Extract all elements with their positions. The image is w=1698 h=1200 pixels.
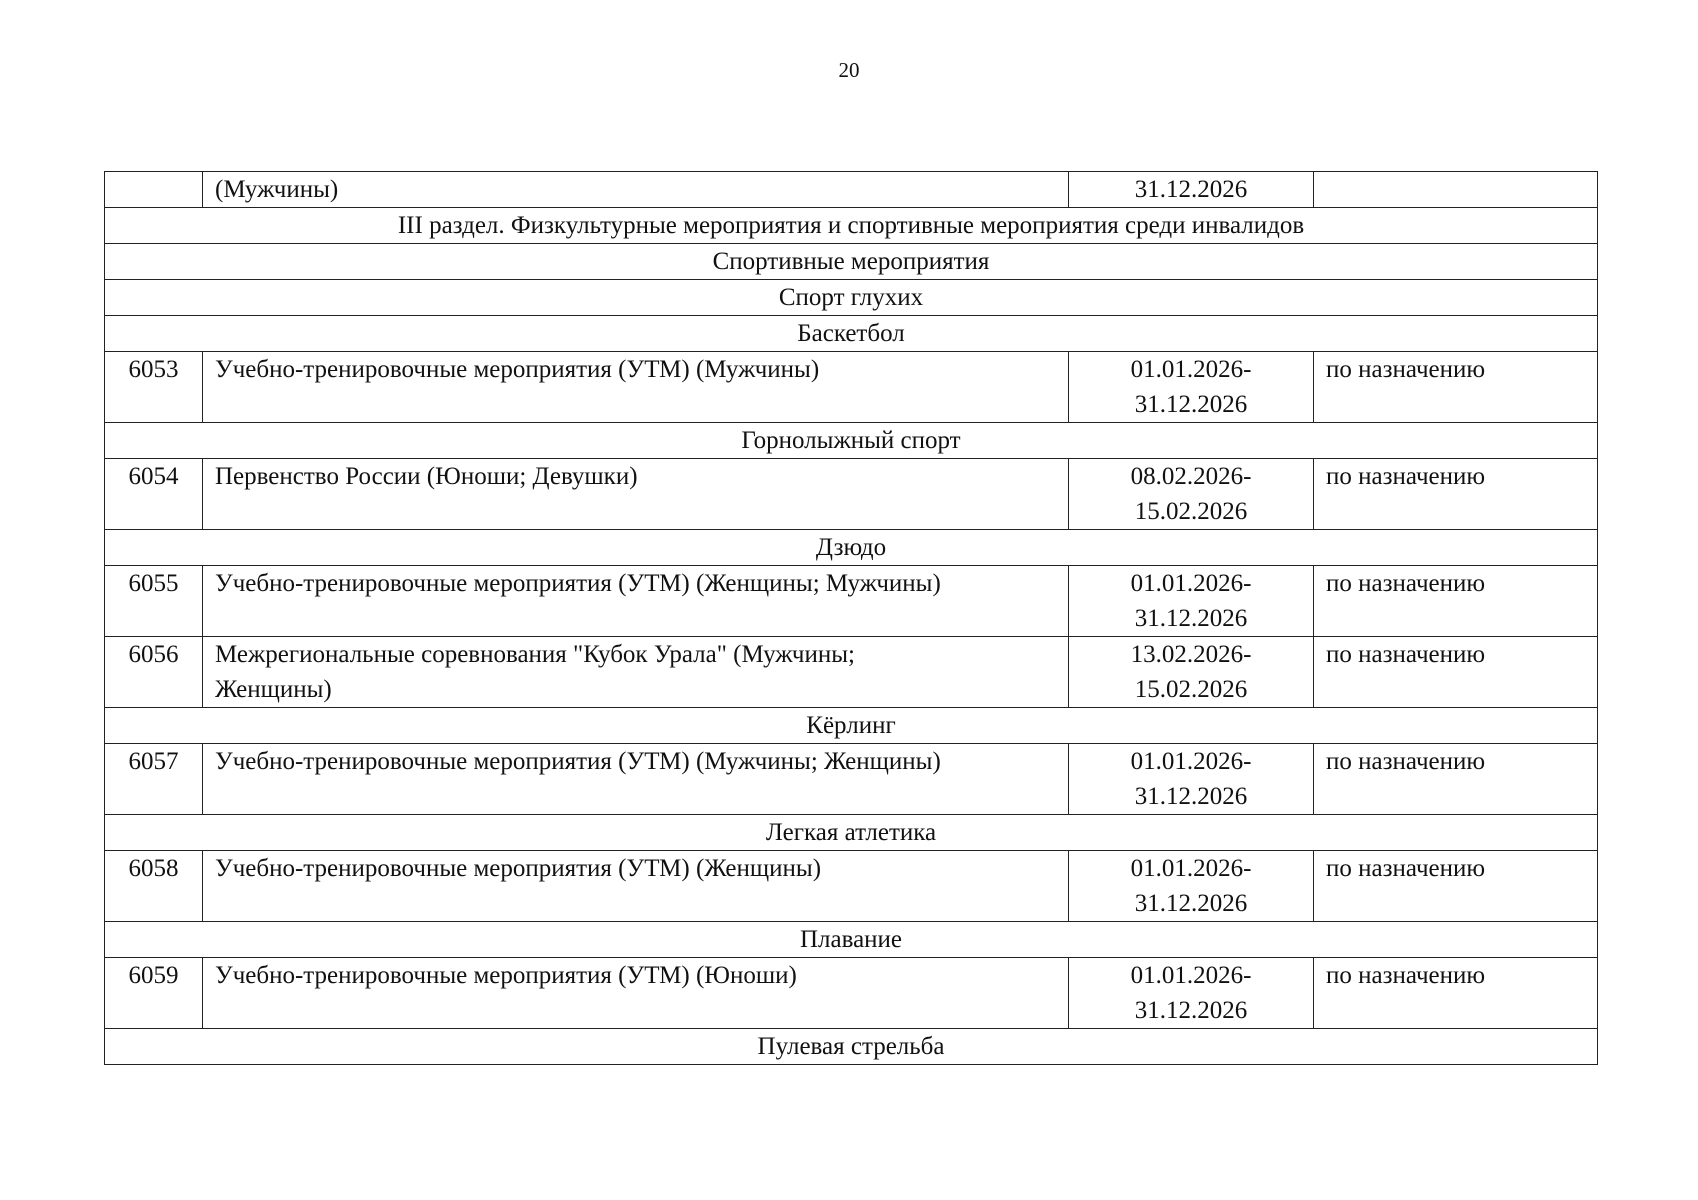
section-title: III раздел. Физкультурные мероприятия и спортивные мероприятия среди инвалидов [105,208,1598,244]
section-row [105,208,1598,244]
category-row [105,280,1598,316]
event-dates-cell [1069,566,1314,637]
event-name-line: Женщины) [215,676,332,703]
date-end: 15.02.2026 [1134,676,1248,703]
table-row [105,851,1598,922]
event-name-cell: Учебно-тренировочные мероприятия (УТМ) (Юноши) [203,958,1069,1029]
event-place-cell: по назначению [1314,637,1598,708]
sport-title: Горнолыжный спорт [105,423,1598,459]
sport-title: Легкая атлетика [105,815,1598,851]
date-end: 31.12.2026 [1134,783,1248,810]
table-row [105,566,1598,637]
event-name-cell: Первенство России (Юноши; Девушки) [203,459,1069,530]
sport-header-row [105,922,1598,958]
table-row [105,459,1598,530]
sport-header-row [105,530,1598,566]
table-row [105,172,1598,208]
date-end: 31.12.2026 [1134,605,1248,632]
event-name-cell: Учебно-тренировочные мероприятия (УТМ) (Мужчины; Женщины) [203,744,1069,815]
sport-header-row [105,815,1598,851]
date-end: 15.02.2026 [1134,498,1248,525]
sport-header-row [105,423,1598,459]
event-number-cell: 6054 [105,459,203,530]
date-start: 01.01.2026- [1130,356,1252,383]
page-number: 20 [838,58,860,82]
date-start: 01.01.2026- [1130,962,1252,989]
event-place-cell [1314,172,1598,208]
date-start: 01.01.2026- [1130,570,1252,597]
sport-header-row [105,316,1598,352]
category-title: Спорт глухих [105,280,1598,316]
event-number-cell: 6059 [105,958,203,1029]
subsection-title: Спортивные мероприятия [105,244,1598,280]
event-name-cell: (Мужчины) [203,172,1069,208]
sport-title: Кёрлинг [105,708,1598,744]
event-name-cell: Учебно-тренировочные мероприятия (УТМ) (Женщины) [203,851,1069,922]
event-number-cell: 6056 [105,637,203,708]
event-number-cell: 6055 [105,566,203,637]
event-place-cell: по назначению [1314,459,1598,530]
date-start: 01.01.2026- [1130,748,1252,775]
event-dates-cell [1069,459,1314,530]
table-row [105,958,1598,1029]
date-end: 31.12.2026 [1134,890,1248,917]
event-place-cell: по назначению [1314,958,1598,1029]
event-number-cell: 6057 [105,744,203,815]
event-dates-cell [1069,958,1314,1029]
event-place-cell: по назначению [1314,851,1598,922]
sport-header-row [105,1029,1598,1065]
events-table [104,171,1598,1065]
table-row [105,352,1598,423]
event-place-cell: по назначению [1314,744,1598,815]
table-row [105,637,1598,708]
event-dates-cell: 31.12.2026 [1069,172,1314,208]
event-dates-cell [1069,851,1314,922]
table-row [105,744,1598,815]
event-number-cell: 6058 [105,851,203,922]
event-place-cell: по назначению [1314,566,1598,637]
sport-title: Пулевая стрельба [105,1029,1598,1065]
event-name-cell: Учебно-тренировочные мероприятия (УТМ) (Женщины; Мужчины) [203,566,1069,637]
event-place-cell: по назначению [1314,352,1598,423]
date-end: 31.12.2026 [1134,997,1248,1024]
date-start: 08.02.2026- [1130,463,1252,490]
event-name-cell: Учебно-тренировочные мероприятия (УТМ) (Мужчины) [203,352,1069,423]
event-dates-cell [1069,744,1314,815]
event-name-line: Межрегиональные соревнования "Кубок Урала" (Мужчины; [215,641,856,668]
event-dates-cell [1069,352,1314,423]
event-dates-cell [1069,637,1314,708]
sport-title: Дзюдо [105,530,1598,566]
sport-title: Баскетбол [105,316,1598,352]
event-number-cell: 6053 [105,352,203,423]
sport-title: Плавание [105,922,1598,958]
event-name-cell [203,637,1069,708]
subsection-row [105,244,1598,280]
sport-header-row [105,708,1598,744]
date-end: 31.12.2026 [1134,391,1248,418]
date-start: 01.01.2026- [1130,855,1252,882]
date-start: 13.02.2026- [1130,641,1252,668]
event-number-cell [105,172,203,208]
